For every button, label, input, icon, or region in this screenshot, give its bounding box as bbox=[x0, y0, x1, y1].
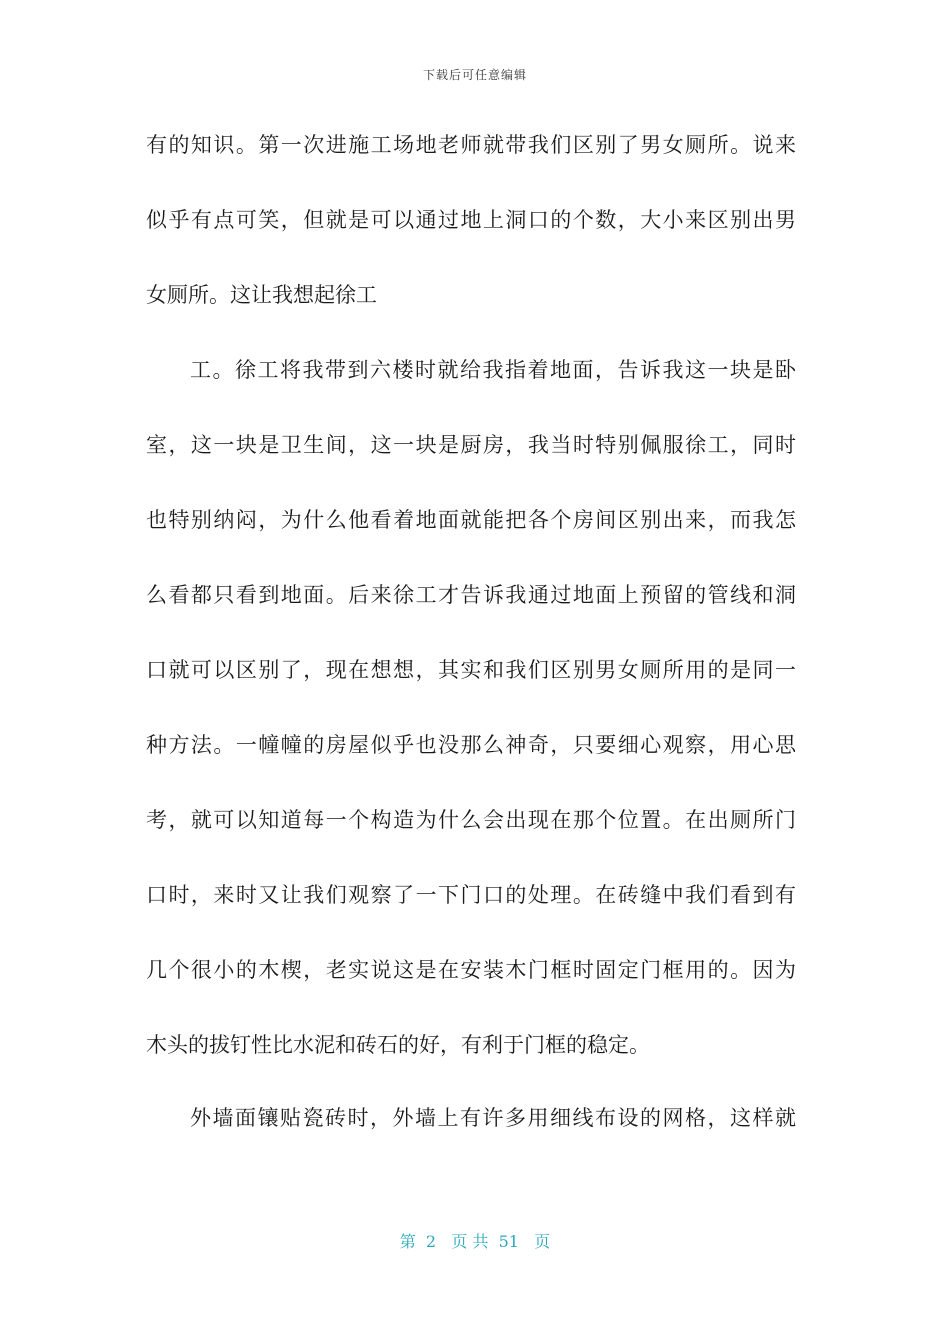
body-line-13: 木头的拔钉性比水泥和砖石的好，有利于门框的稳定。 bbox=[146, 1033, 650, 1057]
body-line-1: 有的知识。第一次进施工场地老师就带我们区别了男女厕所。说来 bbox=[146, 133, 796, 157]
page-footer: 第 2 页 共 51 页 bbox=[399, 1232, 551, 1251]
body-line-7: 么看都只看到地面。后来徐工才告诉我通过地面上预留的管线和洞 bbox=[146, 583, 796, 607]
body-line-2: 似乎有点可笑，但就是可以通过地上洞口的个数，大小来区别出男 bbox=[146, 208, 796, 232]
body-line-11: 口时，来时又让我们观察了一下门口的处理。在砖缝中我们看到有 bbox=[146, 883, 796, 907]
body-line-4: 工。徐工将我带到六楼时就给我指着地面，告诉我这一块是卧 bbox=[190, 358, 796, 382]
body-line-9: 种方法。一幢幢的房屋似乎也没那么神奇，只要细心观察，用心思 bbox=[146, 733, 796, 757]
body-line-6: 也特别纳闷，为什么他看着地面就能把各个房间区别出来，而我怎 bbox=[146, 508, 796, 532]
body-line-5: 室，这一块是卫生间，这一块是厨房，我当时特别佩服徐工，同时 bbox=[146, 433, 796, 457]
page-header: 下载后可任意编辑 bbox=[422, 68, 527, 82]
body-line-14: 外墙面镶贴瓷砖时，外墙上有许多用细线布设的网格，这样就 bbox=[190, 1106, 796, 1130]
body-line-10: 考，就可以知道每一个构造为什么会出现在那个位置。在出厕所门 bbox=[146, 808, 796, 832]
body-line-12: 几个很小的木楔，老实说这是在安装木门框时固定门框用的。因为 bbox=[146, 958, 796, 982]
body-line-8: 口就可以区别了，现在想想，其实和我们区别男女厕所用的是同一 bbox=[146, 658, 796, 682]
body-line-3: 女厕所。这让我想起徐工 bbox=[146, 283, 377, 307]
